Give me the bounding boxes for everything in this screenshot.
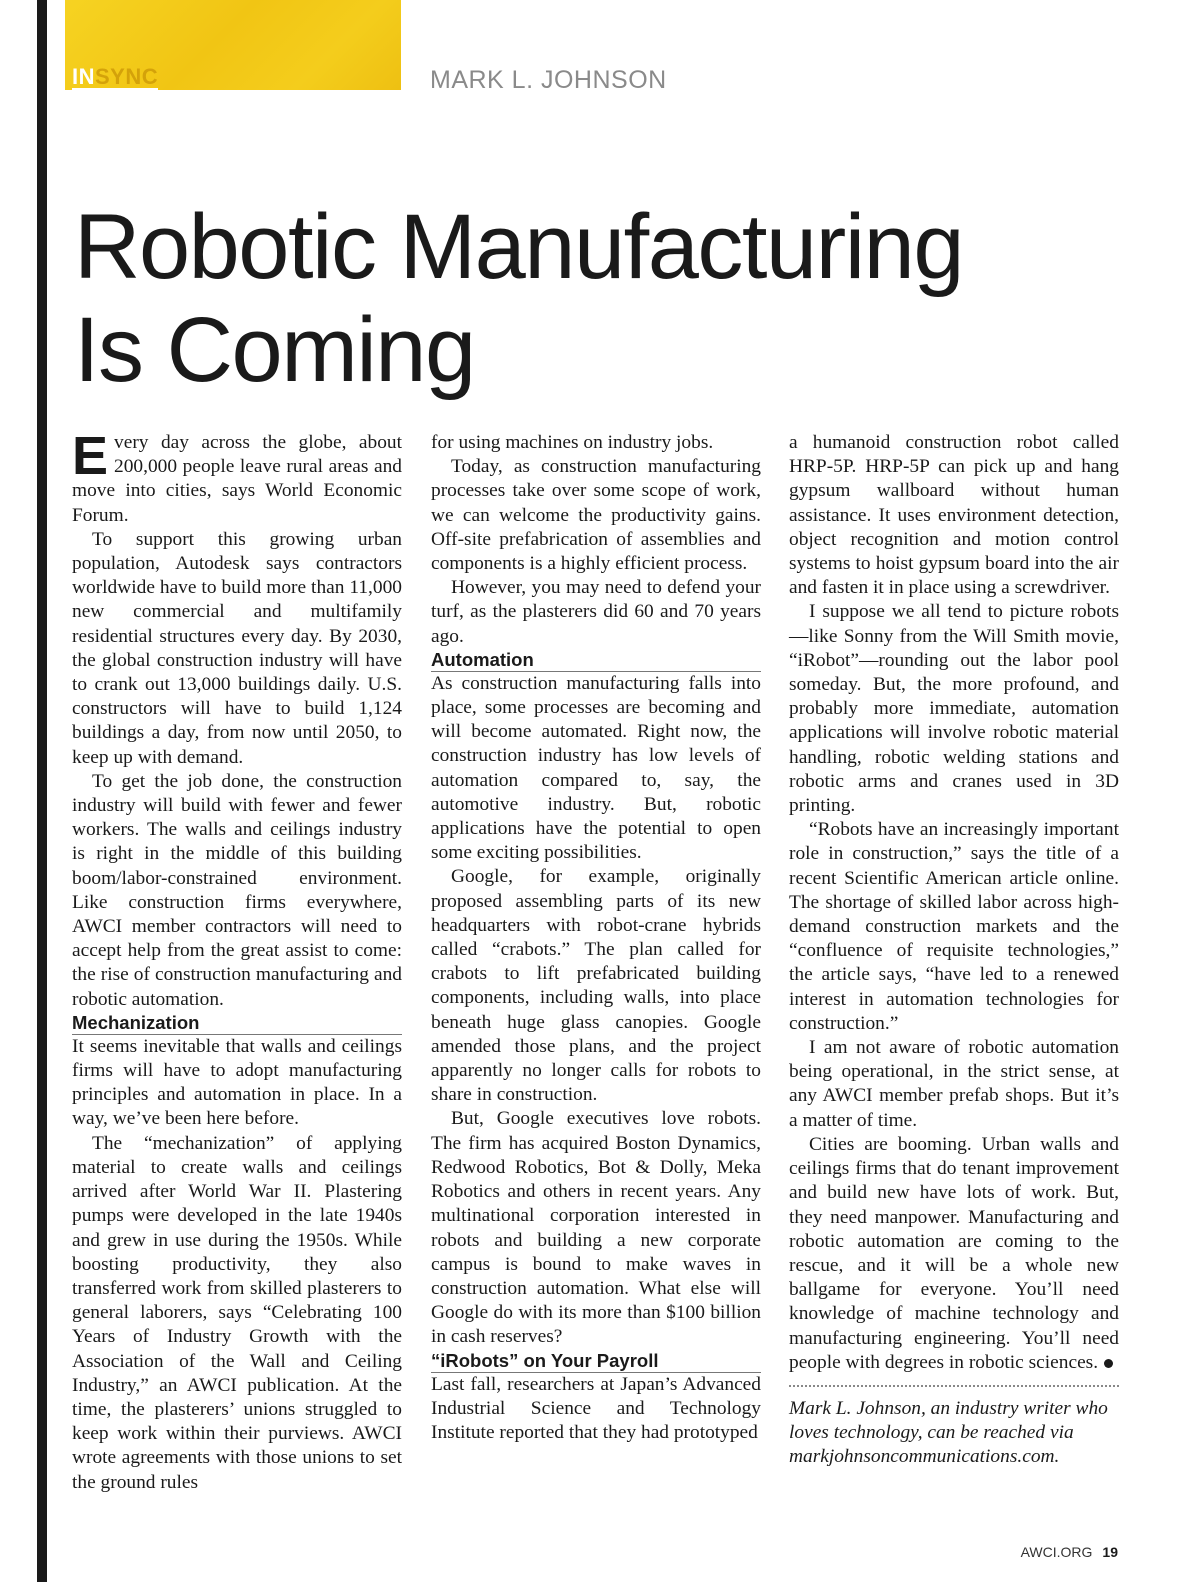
paragraph: The “mechanization” of applying material to create walls and ceilings arrived after World War II. Plastering pumps were developed in the late 1940s and grew in use during the 1950s. While boosting productivity, they also transferred work from skilled plasterers to general laborers, says “Celebrating 100 Years of Industry Growth with the Association of the Wall and Ceiling Industry,” an AWCI publication. At the time, the plasterers’ unions struggled to keep work within their purviews. AWCI wrote agreements with those unions to set the ground rules bbox=[72, 1132, 402, 1493]
page-footer bbox=[1021, 1544, 1118, 1560]
headline-line-2: Is Coming bbox=[74, 299, 475, 401]
headline-line-1: Robotic Manufacturing bbox=[74, 196, 963, 298]
article-column-1 bbox=[72, 426, 402, 1495]
author-byline: MARK L. JOHNSON bbox=[430, 66, 667, 94]
paragraph: However, you may need to defend your turf, as the plasterers did 60 and 70 years ago. bbox=[431, 577, 761, 647]
subhead-automation: Automation bbox=[431, 649, 761, 672]
paragraph-text: Cities are booming. Urban walls and ceilings firms that do tenant improvement and build new have lots of work. But, they need manpower. Manufacturing and robotic automation are coming to the rescue, and it will be a whole new ballgame for everyone. You’ll need knowledge of machine technology and manufacturing engineering. You’ll need people with degrees in robotic sciences. bbox=[789, 1133, 1119, 1373]
paragraph: But, Google executives love robots. The firm has acquired Boston Dynamics, Redwood Robotics, Bot & Dolly, Meka Robotics and others in recent years. Any multinational corporation interested in robots and building a new corporate campus is bound to make waves in construction automation. What else will Google do with its more than $100 billion in cash reserves? bbox=[431, 1108, 761, 1348]
paragraph: I am not aware of robotic automation being operational, in the strict sense, at any AWCI member prefab shops. But it’s a matter of time. bbox=[789, 1037, 1119, 1131]
paragraph: Last fall, researchers at Japan’s Advanced Industrial Science and Technology Institute reported that they had prototyped bbox=[431, 1373, 761, 1443]
section-label-in: IN bbox=[72, 64, 95, 89]
article-column-3 bbox=[789, 431, 1119, 1470]
paragraph-text: very day across the globe, about 200,000 people leave rural areas and move into cities, says World Economic Forum. bbox=[72, 432, 402, 526]
author-bio: Mark L. Johnson, an industry writer who loves technology, can be reached via markjohnsoncommunications.com. bbox=[789, 1397, 1108, 1468]
subhead-mechanization: Mechanization bbox=[72, 1012, 402, 1035]
subhead-irobots: “iRobots” on Your Payroll bbox=[431, 1350, 761, 1373]
paragraph: “Robots have an increasingly important role in construction,” says the title of a recent Scientific American article online. The shortage of skilled labor across high-demand construction markets and the “confluence of requisite technologies,” the article says, “have led to a renewed interest in automation technologies for construction.” bbox=[789, 819, 1119, 1034]
paragraph: for using machines on industry jobs. bbox=[431, 432, 714, 453]
paragraph bbox=[72, 426, 402, 528]
paragraph: I suppose we all tend to picture robots—like Sonny from the Will Smith movie, “iRobot”—rounding out the labor pool someday. But, the more profound, and probably more immediate, automation applications will involve robotic material handling, robotic welding stations and robotic arms and cranes used in 3D printing. bbox=[789, 601, 1119, 817]
footer-site: AWCI.ORG bbox=[1020, 1544, 1093, 1560]
paragraph bbox=[789, 1133, 1119, 1375]
paragraph: It seems inevitable that walls and ceilings firms will have to adopt manufacturing principles and automation in place. In a way, we’ve been here before. bbox=[72, 1035, 402, 1130]
left-margin-rule bbox=[37, 0, 47, 1582]
article-column-2 bbox=[431, 431, 761, 1445]
section-label bbox=[72, 66, 158, 90]
paragraph: To get the job done, the construction industry will build with fewer and fewer workers. The walls and ceilings industry is right in the middle of this building boom/labor-constrained environment. Like construction firms everywhere, AWCI member contractors will need to accept help from the great assist to come: the rise of construction manufacturing and robotic automation. bbox=[72, 770, 402, 1010]
paragraph: To support this growing urban population, Autodesk says contractors worldwide have to build more than 11,000 new commercial and multifamily residential structures every day. By 2030, the global construction industry will have to crank out 13,000 buildings daily. U.S. constructors will have to build 1,124 buildings a day, from now until 2050, to keep up with demand. bbox=[72, 528, 402, 768]
paragraph: As construction manufacturing falls into place, some processes are becoming and will become automated. Right now, the construction industry has low levels of automation compared to, say, the automotive industry. But, robotic applications have the potential to open some exciting possibilities. bbox=[431, 672, 761, 864]
paragraph: a humanoid construction robot called HRP-5P. HRP-5P can pick up and hang gypsum wallboard without human assistance. It uses environment detection, object recognition and motion control systems to hoist gypsum board into the air and fasten it in place using a screwdriver. bbox=[789, 432, 1119, 599]
drop-cap: E bbox=[72, 426, 109, 486]
page-number: 19 bbox=[1102, 1544, 1118, 1560]
article-headline bbox=[74, 196, 1074, 402]
section-label-sync: SYNC bbox=[95, 64, 159, 89]
bio-divider bbox=[789, 1385, 1119, 1387]
paragraph: Today, as construction manufacturing processes take over some scope of work, we can welcome the productivity gains. Off-site prefabrication of assemblies and components is a highly efficient process. bbox=[431, 456, 761, 575]
end-mark-icon bbox=[1104, 1359, 1113, 1368]
paragraph: Google, for example, originally proposed assembling parts of its new headquarters with robot-crane hybrids called “crabots.” The plan called for crabots to lift prefabricated building components, including walls, into place beneath huge glass canopies. Google amended those plans, and the project apparently no longer calls for robots to share in construction. bbox=[431, 866, 761, 1106]
